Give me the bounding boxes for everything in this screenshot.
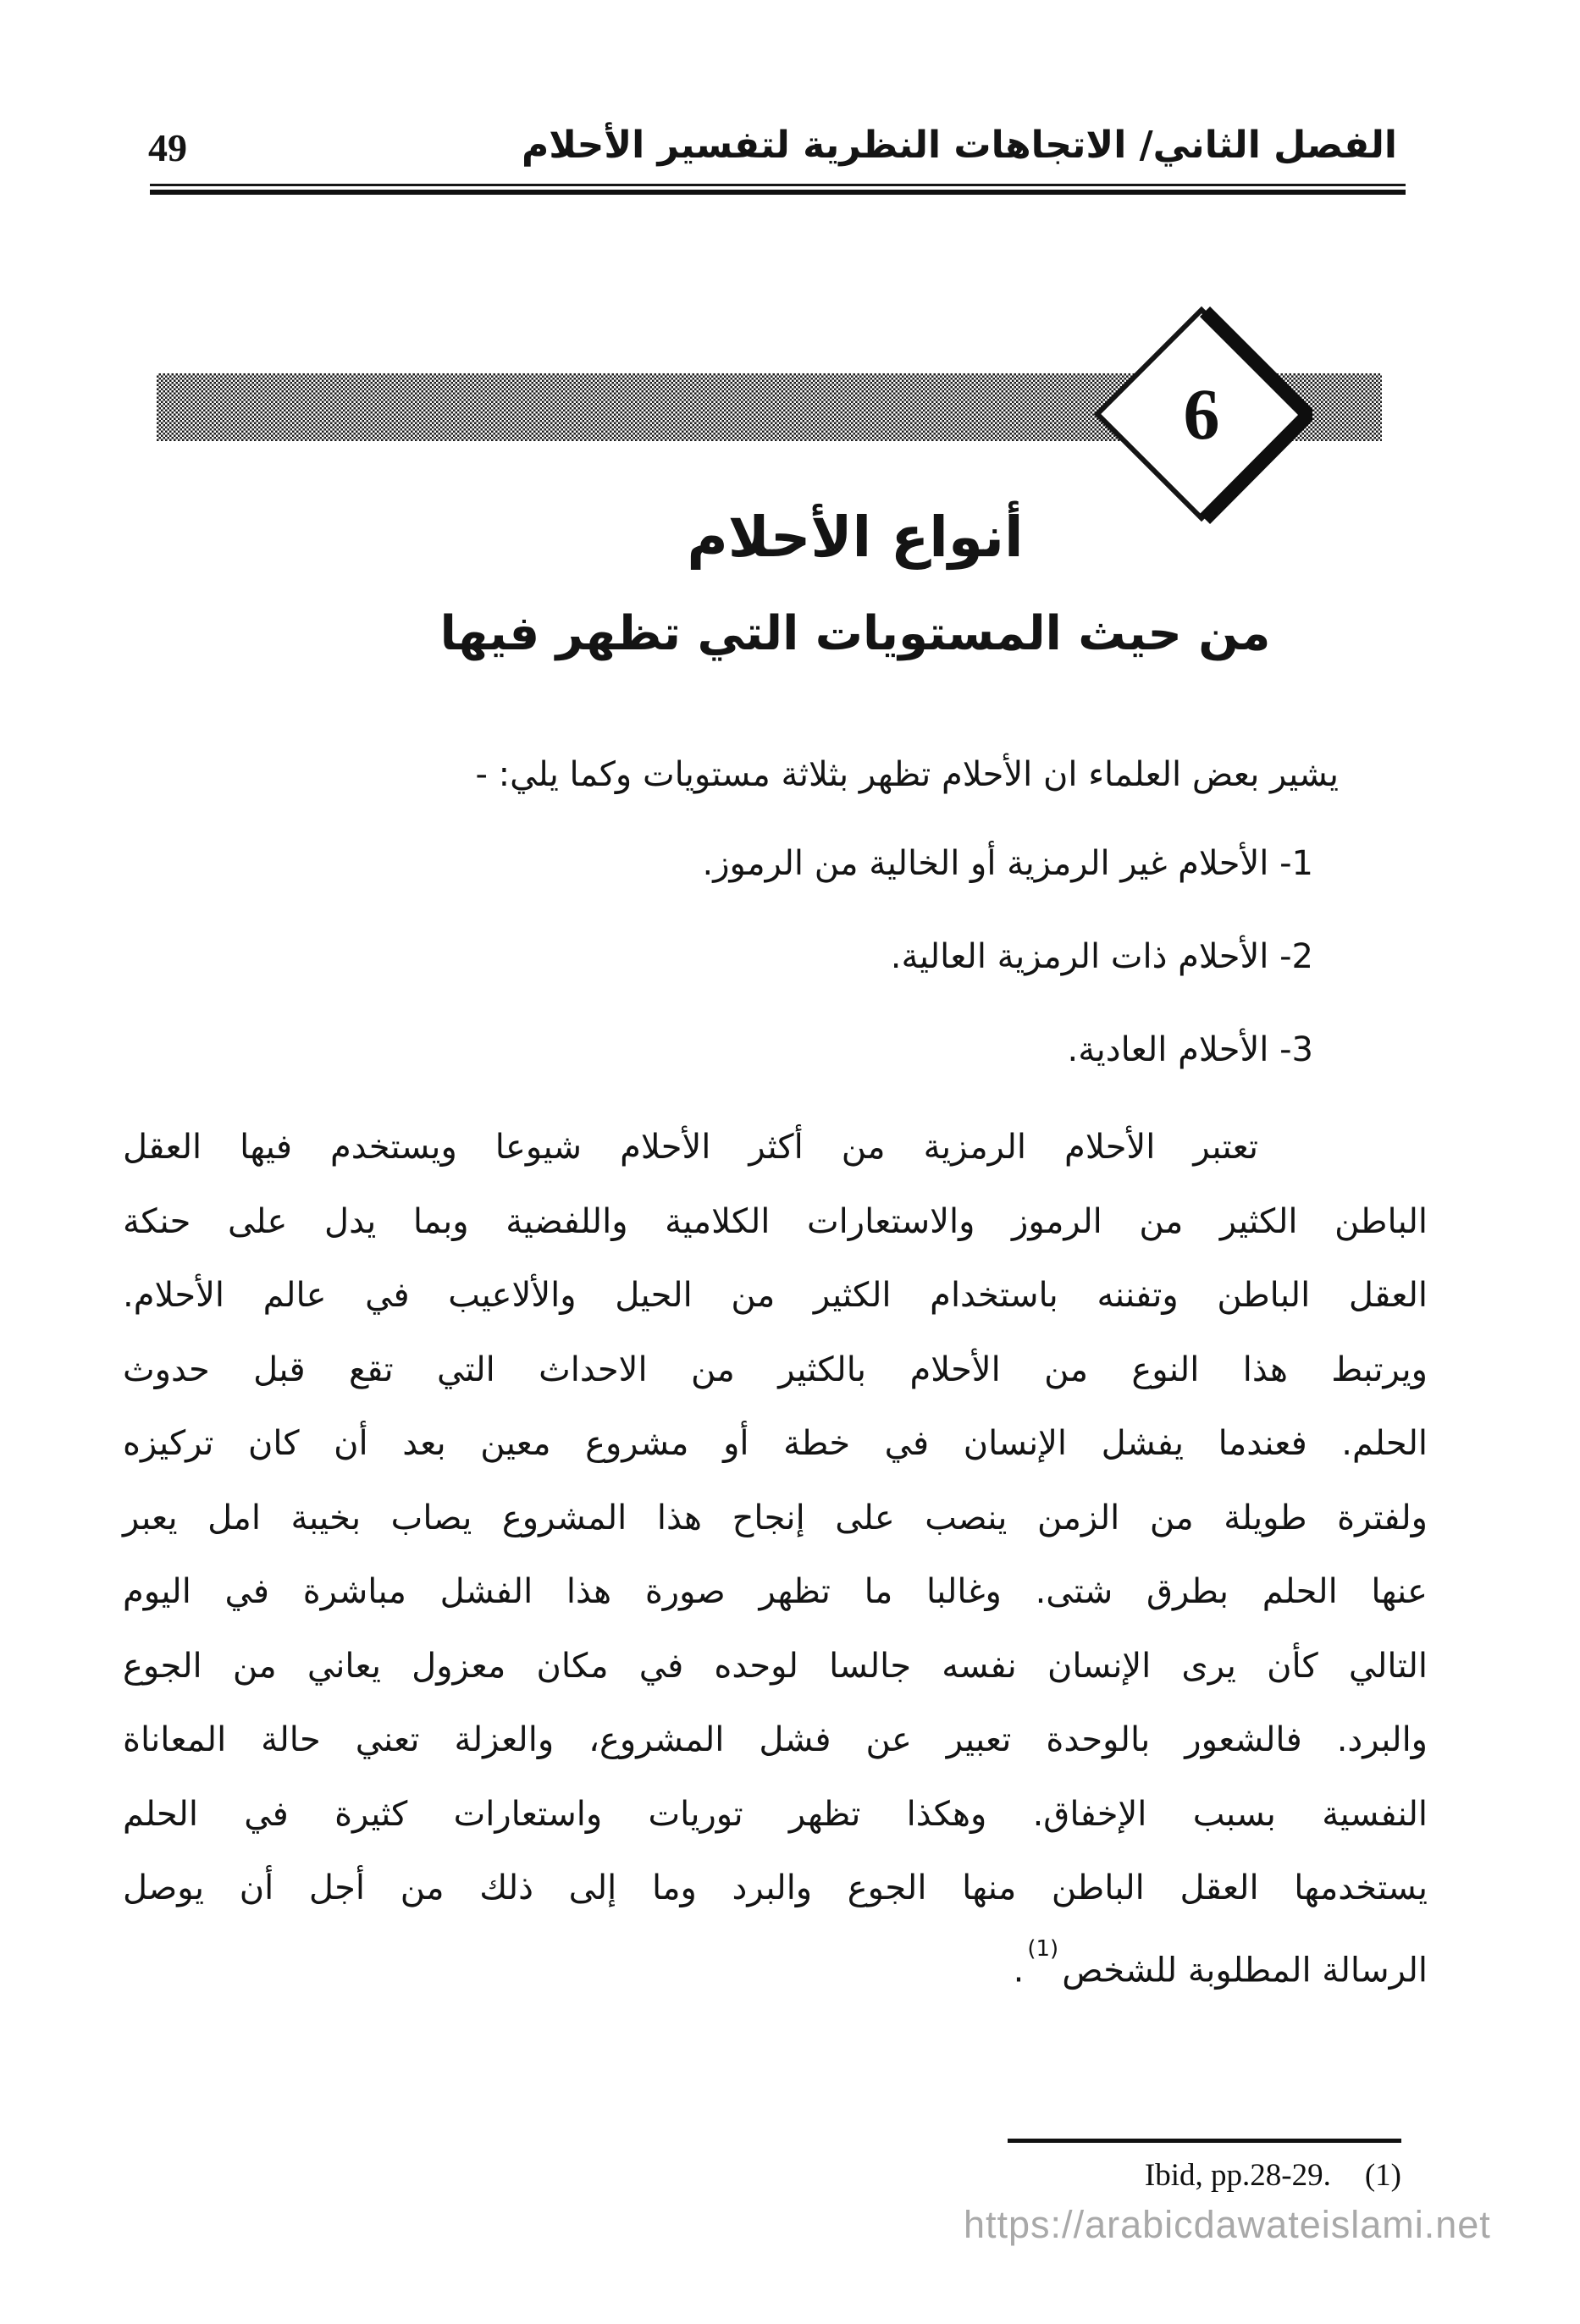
section-title-line1: أنواع الأحلام	[687, 505, 1024, 570]
paragraph-line: العقل الباطن وتفننه باستخدام الكثير من الحيل والألاعيب في عالم الأحلام.	[123, 1276, 1428, 1315]
paragraph-last-line-text: الرسالة المطلوبة للشخص	[1062, 1950, 1428, 1990]
paragraph-line: عنها الحلم بطرق شتى. وغالبا ما تظهر صورة هذا الفشل مباشرة في اليوم	[123, 1572, 1428, 1611]
paragraph-line: تعتبر الأحلام الرمزية من أكثر الأحلام شيوعا ويستخدم فيها العقل	[123, 1128, 1258, 1167]
paragraph-line: والبرد. فالشعور بالوحدة تعبير عن فشل المشروع، والعزلة تعني حالة المعاناة	[123, 1720, 1428, 1759]
header-divider	[150, 184, 1406, 195]
list-item: 1- الأحلام غير الرمزية أو الخالية من الرموز.	[702, 844, 1313, 883]
running-header-title: الفصل الثاني/ الاتجاهات النظرية لتفسير الأحلام	[522, 124, 1397, 167]
footnote-text: Ibid, pp.28-29.	[1144, 2158, 1331, 2193]
sentence-period: .	[1013, 1950, 1025, 1990]
dream-type-list	[123, 834, 1428, 1113]
footnote	[1145, 2157, 1401, 2194]
paragraph-line: ويرتبط هذا النوع من الأحلام بالكثير من الاحداث التي تقع قبل حدوث	[123, 1350, 1428, 1389]
watermark-url: https://arabicdawateislami.net	[964, 2203, 1491, 2246]
paragraph-line: ولفترة طويلة من الزمن ينصب على إنجاح هذا المشروع يصاب بخيبة امل يعبر	[123, 1498, 1428, 1537]
page-number: 49	[148, 126, 187, 169]
intro-paragraph: يشير بعض العلماء ان الأحلام تظهر بثلاثة مستويات وكما يلي: -	[475, 755, 1339, 794]
footnote-reference-marker: (1)	[1027, 1935, 1059, 1962]
list-item: 2- الأحلام ذات الرمزية العالية.	[890, 937, 1313, 976]
paragraph-line: الحلم. فعندما يفشل الإنسان في خطة أو مشروع معين بعد أن كان تركيزه	[123, 1424, 1428, 1463]
footnote-number: (1)	[1364, 2158, 1401, 2193]
list-item: 3- الأحلام العادية.	[1067, 1030, 1313, 1069]
paragraph-line: الباطن الكثير من الرموز والاستعارات الكلامية واللفضية وبما يدل على حنكة	[123, 1201, 1428, 1241]
paragraph-line: النفسية بسبب الإخفاق. وهكذا تظهر توريات واستعارات كثيرة في الحلم	[123, 1794, 1428, 1834]
header-divider-thin-line	[150, 184, 1406, 186]
body-paragraph	[123, 1111, 1428, 2000]
paragraph-last-line	[123, 1926, 1428, 2001]
paragraph-line: التالي كأن يرى الإنسان نفسه جالسا لوحده في مكان معزول يعاني من الجوع	[123, 1646, 1428, 1686]
chapter-number: 6	[1183, 373, 1220, 455]
header-divider-thick-line	[150, 190, 1406, 195]
chapter-number-badge	[1091, 303, 1312, 525]
section-title-line2: من حيث المستويات التي تظهر فيها	[439, 606, 1271, 661]
paragraph-line: يستخدمها العقل الباطن منها الجوع والبرد وما إلى ذلك من أجل أن يوصل	[123, 1869, 1428, 1907]
footnote-divider	[1008, 2139, 1401, 2143]
